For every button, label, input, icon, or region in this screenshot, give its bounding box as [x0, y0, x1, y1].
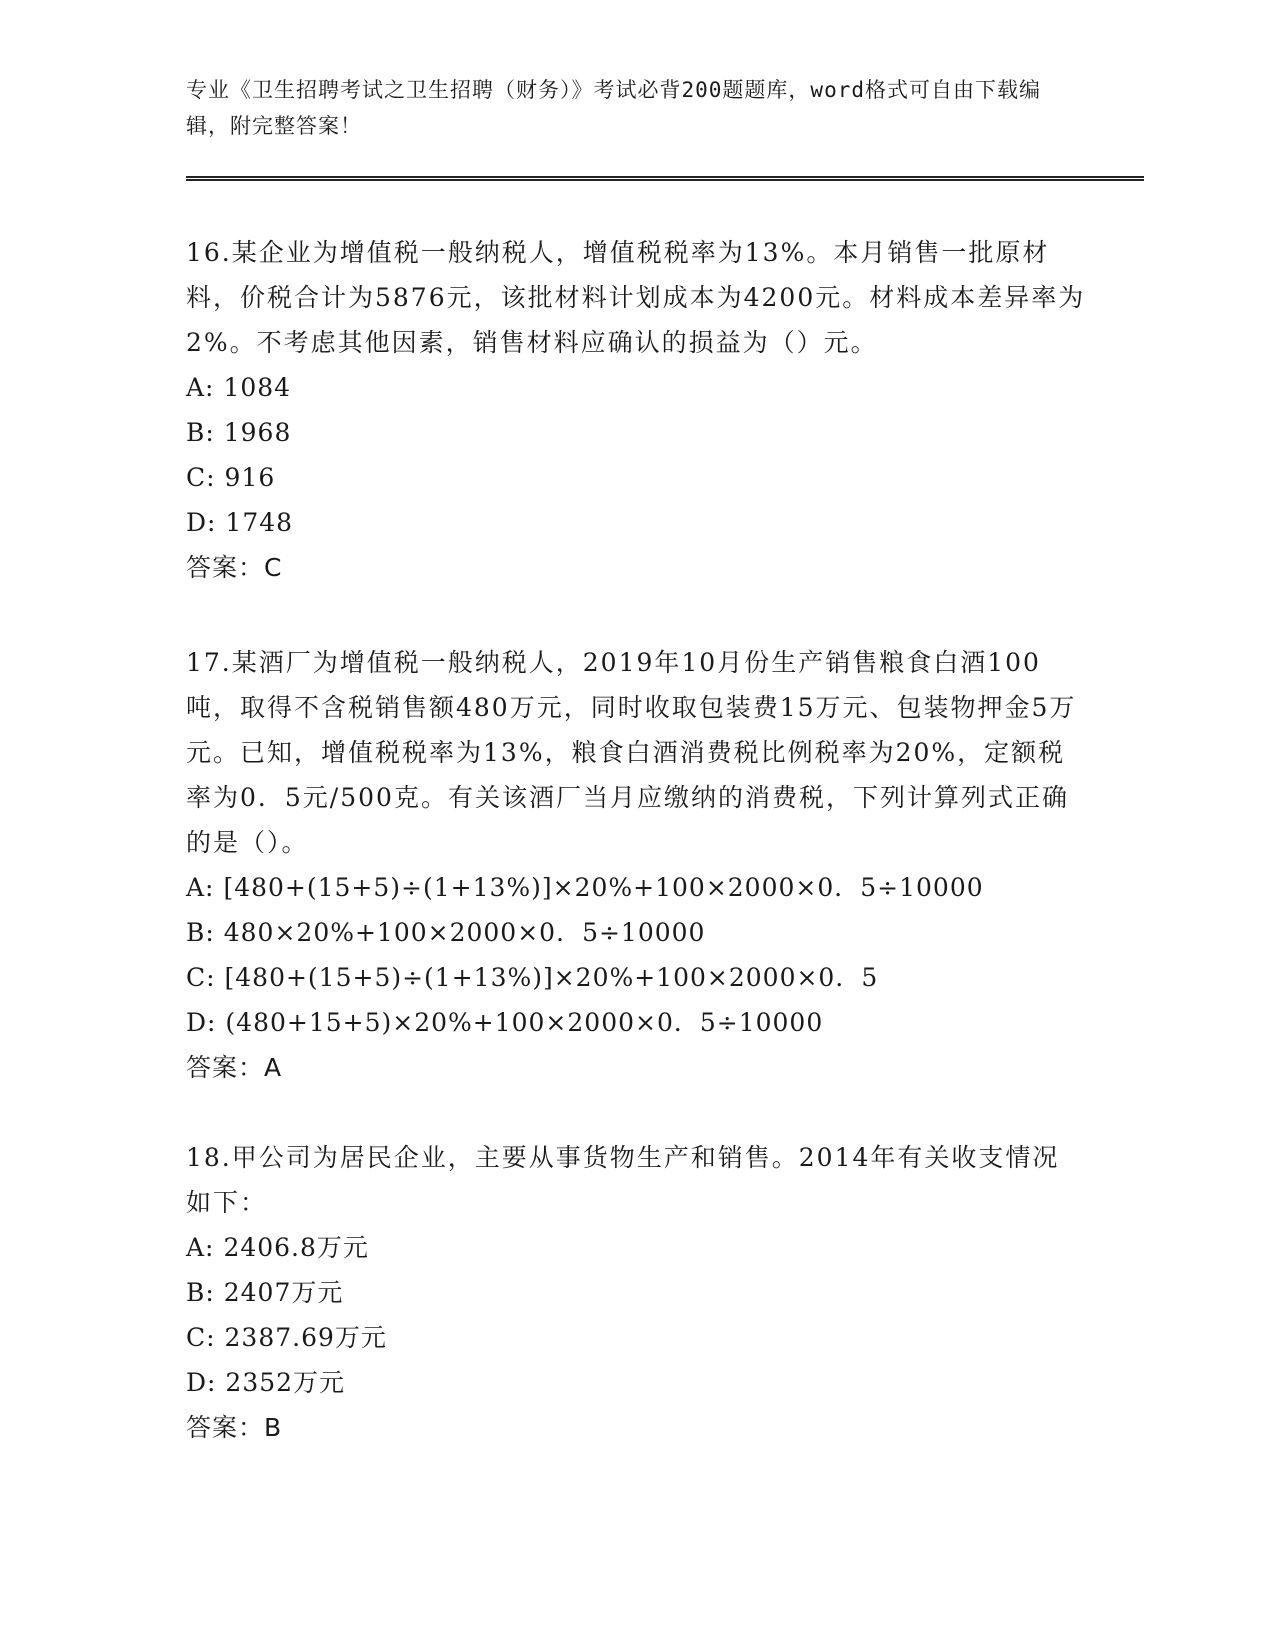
option-text: (480+15+5)×20%+100×2000×0．5÷10000 [225, 1008, 824, 1037]
option-c [186, 955, 1086, 1000]
option-key: A: [186, 373, 215, 402]
question-16 [186, 230, 1086, 590]
option-text: 1968 [223, 418, 292, 447]
option-a [186, 1225, 1086, 1270]
option-key: A: [186, 873, 215, 902]
question-stem: 17.某酒厂为增值税一般纳税人，2019年10月份生产销售粮食白酒100吨，取得不含税销售额480万元，同时收取包装费15万元、包装物押金5万元。已知，增值税税率为13%，粮食白酒消费税比例税率为20%，定额税率为0．5元/500克。有关该酒厂当月应缴纳的消费税，下列计算列式正确的是（）。 [186, 648, 1077, 857]
option-b [186, 1270, 1086, 1315]
option-text: [480+(15+5)÷(1+13%)]×20%+100×2000×0．5 [224, 963, 879, 992]
question-18 [186, 1135, 1086, 1450]
answer-line: 答案：A [186, 1053, 283, 1082]
answer-line: 答案：C [186, 553, 283, 582]
option-key: B: [186, 418, 215, 447]
option-key: D: [186, 1008, 217, 1037]
question-17 [186, 640, 1086, 1090]
option-key: C: [186, 463, 216, 492]
option-key: D: [186, 508, 217, 537]
document-header: 专业《卫生招聘考试之卫生招聘（财务）》考试必背200题题库，word格式可自由下载编辑，附完整答案！ [186, 78, 1041, 138]
question-stem: 16.某企业为增值税一般纳税人，增值税税率为13%。本月销售一批原材料，价税合计为5876元，该批材料计划成本为4200元。材料成本差异率为2%。不考虑其他因素，销售材料应确认的损益为（）元。 [186, 238, 1086, 357]
option-text: 916 [224, 463, 276, 492]
option-d [186, 1360, 1086, 1405]
option-text: 2406.8万元 [223, 1233, 369, 1262]
option-a [186, 365, 1086, 410]
option-text: 1748 [225, 508, 294, 537]
option-c [186, 455, 1086, 500]
option-key: B: [186, 1278, 215, 1307]
option-text: 2407万元 [223, 1278, 344, 1307]
option-key: D: [186, 1368, 217, 1397]
option-key: C: [186, 1323, 216, 1352]
option-text: 480×20%+100×2000×0．5÷10000 [223, 918, 706, 947]
option-a [186, 865, 1086, 910]
option-key: B: [186, 918, 215, 947]
option-text: [480+(15+5)÷(1+13%)]×20%+100×2000×0．5÷10000 [223, 873, 984, 902]
option-text: 2352万元 [225, 1368, 346, 1397]
option-key: A: [186, 1233, 215, 1262]
option-c [186, 1315, 1086, 1360]
answer-line: 答案：B [186, 1413, 283, 1442]
option-text: 1084 [223, 373, 292, 402]
option-d [186, 1000, 1086, 1045]
header-divider [186, 176, 1144, 181]
option-text: 2387.69万元 [224, 1323, 387, 1352]
option-b [186, 910, 1086, 955]
option-key: C: [186, 963, 216, 992]
question-stem: 18.甲公司为居民企业，主要从事货物生产和销售。2014年有关收支情况如下： [186, 1143, 1060, 1217]
option-b [186, 410, 1086, 455]
option-d [186, 500, 1086, 545]
